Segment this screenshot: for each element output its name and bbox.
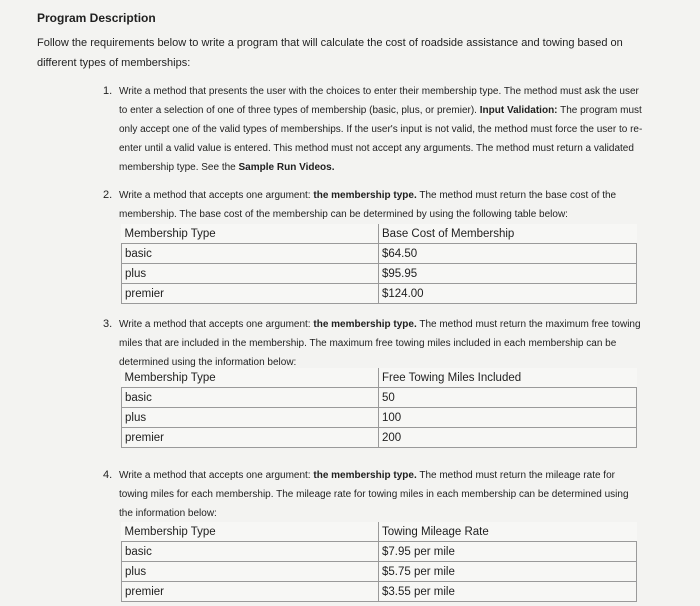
item-bold-part: Input Validation:	[479, 105, 558, 116]
table-header-cell: Membership Type	[122, 368, 379, 388]
table-header-cell: Towing Mileage Rate	[379, 522, 637, 542]
table-cell: 200	[379, 428, 637, 448]
item-number: 4.	[103, 469, 113, 481]
table-header-cell: Free Towing Miles Included	[379, 368, 637, 388]
item-text-part: Write a method that accepts one argument:	[119, 470, 314, 481]
item-number: 3.	[103, 318, 113, 330]
table-cell: 50	[379, 388, 637, 408]
item-text-part: The program must only accept one of the valid types of memberships. If the user's input is not valid, the method must force the user to re-enter until a valid value is entered. This method must not accept any arguments. The method must return a validated membership type. See the	[119, 105, 643, 173]
table-cell: premier	[122, 428, 379, 448]
table-row	[122, 244, 637, 264]
table-cell: basic	[122, 388, 379, 408]
requirement-item-3	[103, 315, 643, 372]
item-text-part: The method must return the maximum free towing miles that are included in the membership. The maximum free towing miles included in each membership can be determined using the information below:	[119, 319, 641, 368]
table-header-row	[122, 522, 637, 542]
item-text-part: The method must return the base cost of the membership. The base cost of the membership can be determined by using the following table below:	[119, 190, 617, 220]
table-row	[122, 428, 637, 448]
item-bold-part: the membership type.	[313, 190, 417, 201]
table-cell: $95.95	[379, 264, 637, 284]
table-cell: basic	[122, 244, 379, 264]
table-cell: $64.50	[379, 244, 637, 264]
table-header-cell: Membership Type	[122, 522, 379, 542]
item-bold-part: the membership type.	[313, 470, 417, 481]
table-cell: plus	[122, 408, 379, 428]
table-row	[122, 284, 637, 304]
item-text	[103, 82, 643, 177]
requirement-item-2	[103, 186, 643, 224]
table-cell: basic	[122, 542, 379, 562]
table-cell: plus	[122, 264, 379, 284]
item-text	[103, 315, 643, 372]
table-cell: 100	[379, 408, 637, 428]
item-text	[103, 466, 643, 523]
table-cell: $5.75 per mile	[379, 562, 637, 582]
mileage-rate-table	[121, 522, 637, 602]
intro-paragraph: Follow the requirements below to write a program that will calculate the cost of roadside assistance and towing based on different types of memberships:	[37, 37, 623, 69]
table-cell: $3.55 per mile	[379, 582, 637, 602]
table-header-row	[122, 224, 637, 244]
table-cell: plus	[122, 562, 379, 582]
table-row	[122, 408, 637, 428]
item-number: 2.	[103, 189, 113, 201]
item-text-part: Write a method that presents the user with the choices to enter their membership type. The method must ask the user to enter a selection of one of three types of membership (basic, plus, or premier).	[119, 86, 639, 116]
item-text-part: The method must return the mileage rate for towing miles for each membership. The mileage rate for towing miles in each membership can be determined using the information below:	[119, 470, 629, 519]
table-row	[122, 562, 637, 582]
page-title: Program Description	[37, 11, 156, 25]
table-header-cell: Base Cost of Membership	[379, 224, 637, 244]
item-text-part: Write a method that accepts one argument:	[119, 319, 314, 330]
item-bold-part: Sample Run Videos.	[238, 162, 335, 173]
table-row	[122, 582, 637, 602]
base-cost-table	[121, 224, 637, 304]
table-header-row	[122, 368, 637, 388]
table-cell: premier	[122, 284, 379, 304]
table-row	[122, 542, 637, 562]
table-row	[122, 388, 637, 408]
table-cell: premier	[122, 582, 379, 602]
free-towing-table	[121, 368, 637, 448]
table-header-cell: Membership Type	[122, 224, 379, 244]
table-cell: $7.95 per mile	[379, 542, 637, 562]
table-row	[122, 264, 637, 284]
item-text	[103, 186, 643, 224]
item-text-part: Write a method that accepts one argument:	[119, 190, 314, 201]
requirement-item-4	[103, 466, 643, 523]
requirement-item-1	[103, 82, 643, 177]
table-cell: $124.00	[379, 284, 637, 304]
item-bold-part: the membership type.	[313, 319, 417, 330]
item-number: 1.	[103, 85, 113, 97]
